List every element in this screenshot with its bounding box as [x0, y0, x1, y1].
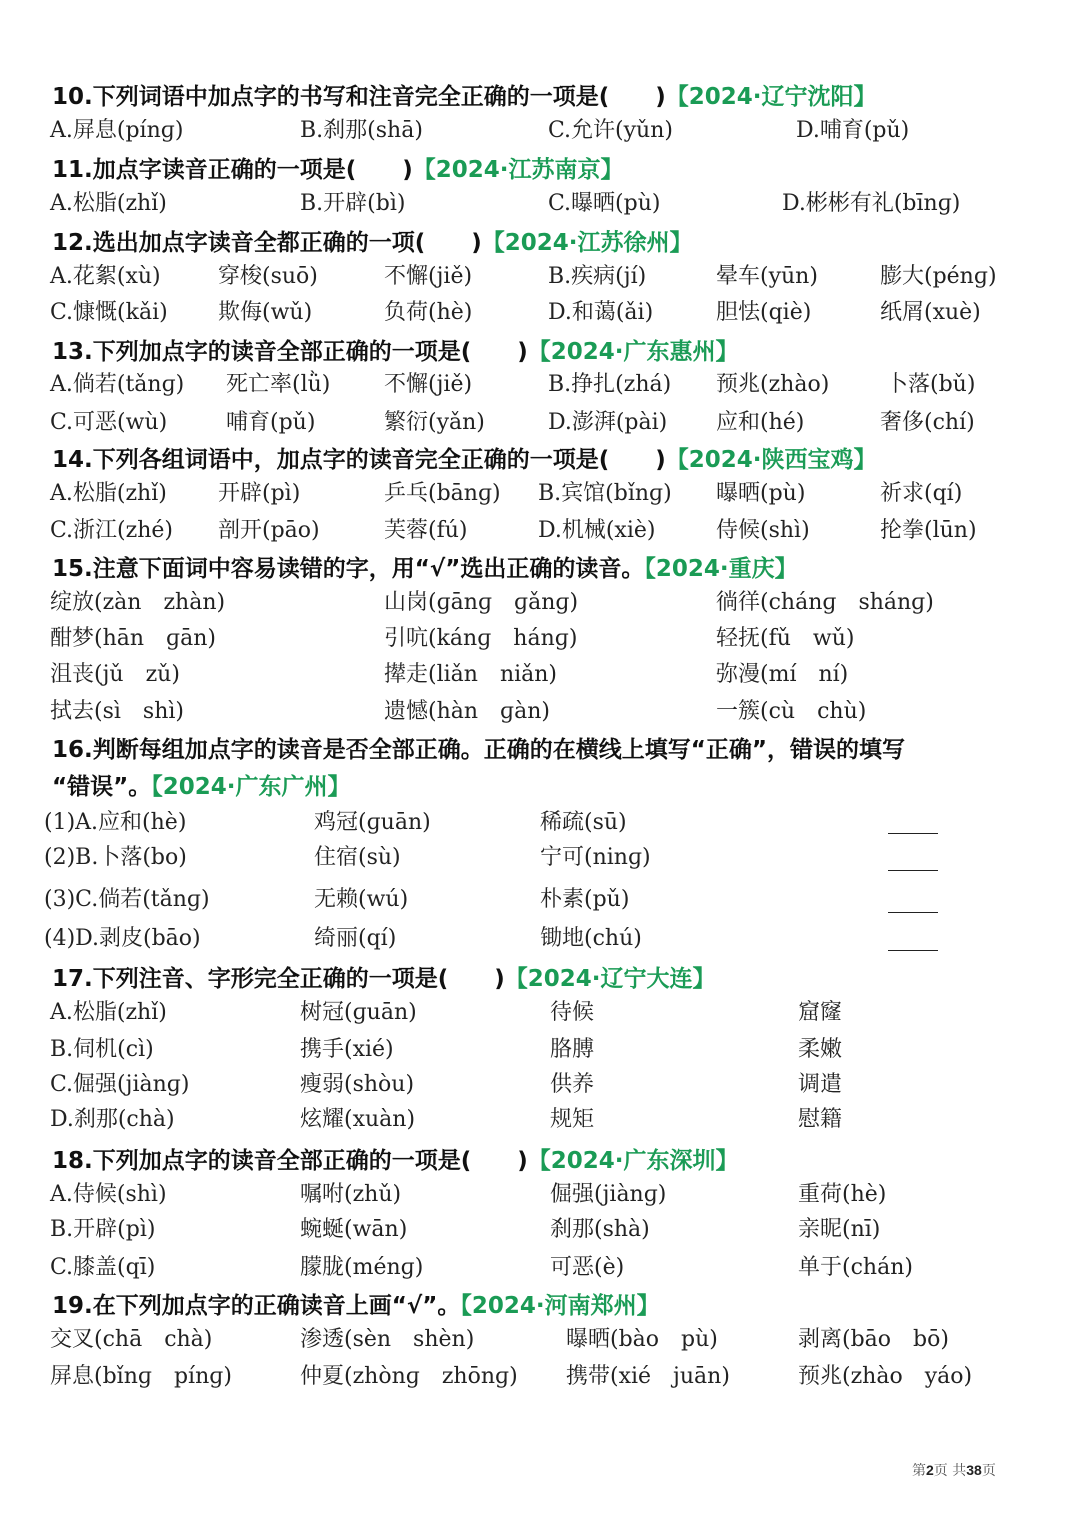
question-11-options	[0, 189, 1080, 219]
option: 倔强(jiànɡ)	[550, 1182, 667, 1207]
option: 不懈(jiě)	[384, 372, 473, 397]
source-tag: 【2024·广东广州】	[151, 774, 351, 800]
option: A.松脂(zhǐ)	[50, 191, 167, 216]
word-choice: 交叉(chā chà)	[50, 1327, 213, 1352]
option: 祈求(qí)	[880, 481, 963, 506]
stem-text: 13.下列加点字的读音全部正确的一项是( )	[52, 339, 528, 365]
option: C.可恶(wù)	[50, 410, 168, 435]
option: C.浙江(zhé)	[50, 518, 173, 543]
option: A.屏息(pínɡ)	[50, 118, 184, 143]
option: 重荷(hè)	[798, 1182, 887, 1207]
question-15-stem	[52, 554, 798, 584]
word-item: 锄地(chú)	[540, 926, 642, 951]
word-choice: 沮丧(jǔ zǔ)	[50, 662, 180, 687]
option: 炫耀(xuàn)	[300, 1107, 416, 1132]
stem-text: 15.注意下面词中容易读错的字，用“√”选出正确的读音。	[52, 556, 645, 582]
question-17-row-a	[0, 998, 1080, 1028]
stem-text: 17.下列注音、字形完全正确的一项是( )	[52, 966, 505, 992]
stem-text: 16.判断每组加点字的读音是否全部正确。正确的在横线上填写“正确”，错误的填写	[52, 737, 905, 763]
question-14-options-row-1	[0, 479, 1080, 509]
word-choice: 仲夏(zhònɡ zhōnɡ)	[300, 1364, 518, 1389]
option: A.松脂(zhǐ)	[50, 1000, 167, 1025]
option: 嘱咐(zhǔ)	[300, 1182, 402, 1207]
option: C.曝晒(pù)	[548, 191, 661, 216]
source-tag: 【2024·江苏徐州】	[481, 230, 693, 256]
option: 树冠(ɡuān)	[300, 1000, 417, 1025]
option: 窟窿	[798, 1000, 843, 1025]
question-17-row-d	[0, 1105, 1080, 1135]
option: 晕车(yūn)	[716, 264, 818, 289]
option: 蜿蜒(wān)	[300, 1217, 408, 1242]
word-choice: 撵走(liǎn niǎn)	[384, 662, 558, 687]
option: 应和(hé)	[716, 410, 805, 435]
answer-blank[interactable]	[888, 833, 938, 834]
footer-suffix: 页	[981, 1463, 996, 1479]
word-choice: 预兆(zhào yáo)	[798, 1364, 973, 1389]
option: 亲昵(nī)	[798, 1217, 881, 1242]
question-15-row-4	[0, 697, 1080, 727]
option: 侍候(shì)	[716, 518, 810, 543]
option: 繁衍(yǎn)	[384, 410, 485, 435]
option: C.膝盖(qī)	[50, 1255, 156, 1280]
question-16-stem-cont	[52, 772, 351, 802]
option: C.允许(yǔn)	[548, 118, 673, 143]
option: D.哺育(pǔ)	[796, 118, 910, 143]
option: 抡拳(lūn)	[880, 518, 977, 543]
option: A.花絮(xù)	[50, 264, 161, 289]
word-item: 宁可(ninɡ)	[540, 845, 651, 870]
word-choice: 遗憾(hàn ɡàn)	[384, 699, 550, 724]
option: 剖开(pāo)	[218, 518, 320, 543]
question-13-options-row-2	[0, 408, 1080, 438]
question-12-options-row-1	[0, 262, 1080, 292]
question-15-row-1	[0, 588, 1080, 618]
option: 柔嫩	[798, 1037, 843, 1062]
option: B.刹那(shā)	[300, 118, 423, 143]
word-item: 稀疏(sū)	[540, 810, 627, 835]
source-tag: 【2024·辽宁沈阳】	[665, 84, 877, 110]
word-item: 无赖(wú)	[314, 887, 409, 912]
question-17-row-c	[0, 1070, 1080, 1100]
question-16-stem	[52, 735, 905, 765]
stem-text: 18.下列加点字的读音全部正确的一项是( )	[52, 1148, 528, 1174]
option: 穿梭(suō)	[218, 264, 318, 289]
question-19-stem	[52, 1291, 660, 1321]
option: 待候	[550, 1000, 595, 1025]
question-14-options-row-2	[0, 516, 1080, 546]
question-10-stem	[52, 82, 877, 112]
option: 刹那(shà)	[550, 1217, 650, 1242]
question-14-stem	[52, 445, 877, 475]
option: 欺侮(wǔ)	[218, 300, 313, 325]
option: 死亡率(lǜ)	[226, 372, 331, 397]
option: 瘦弱(shòu)	[300, 1072, 415, 1097]
option: 携手(xié)	[300, 1037, 394, 1062]
option: B.挣扎(zhá)	[548, 372, 672, 397]
option: A.侍候(shì)	[50, 1182, 167, 1207]
stem-text: “错误”。	[52, 774, 152, 800]
word-item: (1)A.应和(hè)	[44, 810, 187, 835]
option: 卜落(bǔ)	[886, 372, 976, 397]
option: 芙蓉(fú)	[384, 518, 468, 543]
option: D.彬彬有礼(bīnɡ)	[782, 191, 961, 216]
question-18-row-b	[0, 1215, 1080, 1245]
question-15-row-2	[0, 624, 1080, 654]
word-item: (3)C.倘若(tǎnɡ)	[44, 887, 210, 912]
source-tag: 【2024·广东惠州】	[527, 339, 739, 365]
stem-text: 10.下列词语中加点字的书写和注音完全正确的一项是( )	[52, 84, 666, 110]
option: 供养	[550, 1072, 595, 1097]
option: 预兆(zhào)	[716, 372, 830, 397]
source-tag: 【2024·陕西宝鸡】	[665, 447, 877, 473]
question-18-stem	[52, 1146, 739, 1176]
page-number-footer	[912, 1460, 996, 1480]
stem-text: 14.下列各组词语中，加点字的读音完全正确的一项是( )	[52, 447, 666, 473]
option: 慰籍	[798, 1107, 843, 1132]
stem-text: 11.加点字读音正确的一项是( )	[52, 157, 413, 183]
option: 奢侈(chí)	[880, 410, 975, 435]
question-16-group-2	[0, 843, 1080, 873]
question-15-row-3	[0, 660, 1080, 690]
option: 膨大(pénɡ)	[880, 264, 997, 289]
word-choice: 一簇(cù chù)	[716, 699, 867, 724]
question-12-options-row-2	[0, 298, 1080, 328]
word-choice: 绽放(zàn zhàn)	[50, 590, 226, 615]
question-18-row-a	[0, 1180, 1080, 1210]
option: B.宾馆(bǐnɡ)	[538, 481, 672, 506]
stem-text: 12.选出加点字读音全都正确的一项( )	[52, 230, 482, 256]
question-10-options	[0, 116, 1080, 146]
question-17-stem	[52, 964, 716, 994]
question-18-row-c	[0, 1253, 1080, 1283]
word-choice: 山岗(ɡānɡ ɡǎnɡ)	[384, 590, 579, 615]
option: 负荷(hè)	[384, 300, 473, 325]
option: B.疾病(jí)	[548, 264, 647, 289]
option: 调遣	[798, 1072, 843, 1097]
footer-mid: 页 共	[933, 1463, 967, 1479]
option: A.松脂(zhǐ)	[50, 481, 167, 506]
option: 单于(chán)	[798, 1255, 913, 1280]
word-item: 住宿(sù)	[314, 845, 401, 870]
word-item: 朴素(pǔ)	[540, 887, 630, 912]
question-12-stem	[52, 228, 693, 258]
stem-text: 19.在下列加点字的正确读音上画“√”。	[52, 1293, 461, 1319]
word-choice: 弥漫(mí ní)	[716, 662, 849, 687]
option: D.机械(xiè)	[538, 518, 656, 543]
option: 规矩	[550, 1107, 595, 1132]
option: 不懈(jiě)	[384, 264, 473, 289]
source-tag: 【2024·江苏南京】	[412, 157, 624, 183]
option: 胳膊	[550, 1037, 595, 1062]
option: B.开辟(bì)	[300, 191, 406, 216]
option: D.澎湃(pài)	[548, 410, 668, 435]
question-13-options-row-1	[0, 370, 1080, 400]
answer-blank[interactable]	[888, 870, 938, 871]
word-choice: 酣梦(hān ɡān)	[50, 626, 216, 651]
option: 胆怯(qiè)	[716, 300, 812, 325]
question-11-stem	[52, 155, 624, 185]
word-choice: 引吭(kánɡ hánɡ)	[384, 626, 578, 651]
question-19-row-1	[0, 1325, 1080, 1355]
option: B.伺机(cì)	[50, 1037, 154, 1062]
word-item: 绮丽(qí)	[314, 926, 397, 951]
option: 乒乓(bānɡ)	[384, 481, 501, 506]
option: 朦胧(ménɡ)	[300, 1255, 424, 1280]
footer-prefix: 第	[912, 1463, 926, 1479]
word-item: 鸡冠(ɡuān)	[314, 810, 431, 835]
word-choice: 屏息(bǐnɡ pínɡ)	[50, 1364, 232, 1389]
option: 开辟(pì)	[218, 481, 301, 506]
question-19-row-2	[0, 1362, 1080, 1392]
question-16-group-3	[0, 885, 1080, 915]
word-choice: 轻抚(fǔ wǔ)	[716, 626, 855, 651]
word-choice: 拭去(sì shì)	[50, 699, 184, 724]
word-choice: 渗透(sèn shèn)	[300, 1327, 475, 1352]
source-tag: 【2024·河南郑州】	[460, 1293, 660, 1319]
option: 曝晒(pù)	[716, 481, 806, 506]
option: D.和蔼(ǎi)	[548, 300, 654, 325]
answer-blank[interactable]	[888, 912, 938, 913]
word-choice: 徜徉(chánɡ shánɡ)	[716, 590, 934, 615]
question-13-stem	[52, 337, 739, 367]
current-page-number: 2	[926, 1462, 934, 1478]
word-choice: 曝晒(bào pù)	[566, 1327, 718, 1352]
word-item: (2)B.卜落(bo)	[44, 845, 187, 870]
option: A.倘若(tǎnɡ)	[50, 372, 185, 397]
word-item: (4)D.剥皮(bāo)	[44, 926, 201, 951]
source-tag: 【2024·广东深圳】	[527, 1148, 739, 1174]
option: C.慷慨(kǎi)	[50, 300, 168, 325]
option: D.刹那(chà)	[50, 1107, 175, 1132]
option: 纸屑(xuè)	[880, 300, 981, 325]
option: B.开辟(pì)	[50, 1217, 156, 1242]
source-tag: 【2024·辽宁大连】	[504, 966, 716, 992]
word-choice: 剥离(bāo bō)	[798, 1327, 949, 1352]
word-choice: 携带(xié juān)	[566, 1364, 730, 1389]
total-page-count: 38	[966, 1462, 982, 1478]
option: C.倔强(jiànɡ)	[50, 1072, 190, 1097]
option: 哺育(pǔ)	[226, 410, 316, 435]
question-17-row-b	[0, 1035, 1080, 1065]
source-tag: 【2024·重庆】	[644, 556, 798, 582]
answer-blank[interactable]	[888, 950, 938, 951]
option: 可恶(è)	[550, 1255, 625, 1280]
